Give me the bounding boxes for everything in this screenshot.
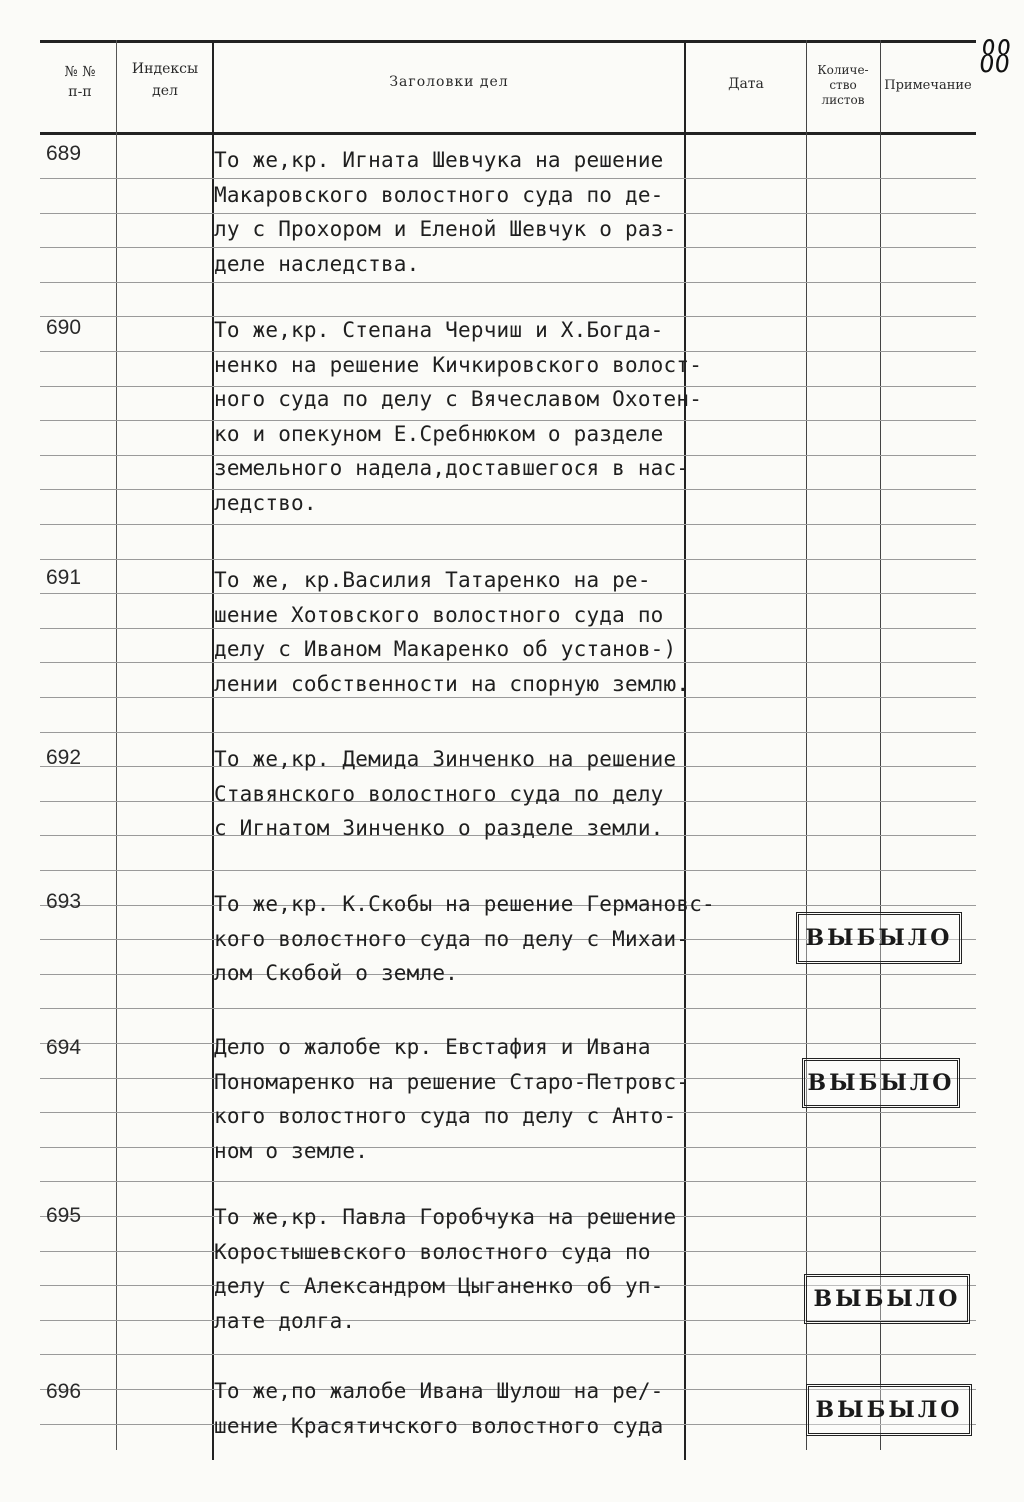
ruled-line <box>40 732 976 733</box>
column-rule-index <box>116 40 117 1450</box>
entry-line: ного суда по делу с Вячеславом Охотен- <box>214 387 703 411</box>
header-index: Индексы дел <box>131 61 199 99</box>
entry-line: Коростышевского волостного суда по <box>214 1239 651 1264</box>
header-number: № № п-п <box>64 64 96 100</box>
entry-title <box>214 1200 754 1338</box>
entry-line: То же,кр. Игната Шевчука на решение <box>214 148 664 172</box>
withdrawn-stamp: ВЫБЫЛО <box>802 1058 960 1108</box>
withdrawn-stamp: ВЫБЫЛО <box>796 912 962 964</box>
table-top-rule <box>40 40 976 43</box>
ruled-line <box>40 1008 976 1009</box>
entry-title <box>214 563 754 701</box>
entry-line: То же,по жалобе Ивана Шулош на ре/- <box>214 1379 664 1403</box>
entry-number: 693 <box>46 890 82 913</box>
entry-line: То же, кр.Василия Татаренко на ре- <box>214 568 651 592</box>
header-title: Заголовки дел <box>389 74 509 90</box>
entry-number: 692 <box>46 746 82 769</box>
entry-line: делу с Александром Цыганенко об уп- <box>214 1274 664 1298</box>
entry-line: кого волостного суда по делу с Анто- <box>214 1104 677 1128</box>
ruled-line <box>40 559 976 560</box>
header-bottom-rule <box>40 132 976 135</box>
entry-number: 695 <box>46 1204 82 1227</box>
entry-number: 690 <box>46 316 82 339</box>
entry-line: шение Красятичского волостного суда <box>214 1413 664 1438</box>
column-rule-note <box>880 40 881 1450</box>
entry-line: ко и опекуном Е.Сребнюком о разделе <box>214 421 664 446</box>
entry-title <box>214 742 754 846</box>
header-date: Дата <box>728 76 764 92</box>
entry-line: кого волостного суда по делу с Михаи- <box>214 926 690 951</box>
entry-line: ненко на решение Кичкировского волост- <box>214 352 703 377</box>
entry-number: 689 <box>46 142 82 165</box>
withdrawn-stamp: ВЫБЫЛО <box>806 1384 972 1436</box>
entry-line: То же,кр. К.Скобы на решение Германовс- <box>214 892 715 916</box>
ruled-line <box>40 1354 976 1355</box>
entry-number: 694 <box>46 1036 82 1059</box>
entry-number: 691 <box>46 566 82 589</box>
entry-line: с Игнатом Зинченко о разделе земли. <box>214 816 664 840</box>
entry-title <box>214 1374 754 1443</box>
entry-line: делу с Иваном Макаренко об установ-) <box>214 637 677 661</box>
withdrawn-stamp: ВЫБЫЛО <box>804 1274 970 1324</box>
column-rule-quantity <box>806 40 807 1450</box>
ruled-line <box>40 1181 976 1182</box>
entry-title <box>214 1030 754 1168</box>
ruled-line <box>40 870 976 871</box>
entry-title <box>214 887 754 991</box>
entry-line: То же,кр. Демида Зинченко на решение <box>214 747 677 771</box>
entry-line: лении собственности на спорную землю. <box>214 671 690 696</box>
entry-line: шение Хотовского волостного суда по <box>214 602 664 627</box>
entry-title <box>214 143 754 281</box>
entry-line: Дело о жалобе кр. Евстафия и Ивана <box>214 1035 651 1059</box>
entry-line: ном о земле. <box>214 1138 369 1163</box>
entry-line: То же,кр. Павла Горобчука на решение <box>214 1205 677 1229</box>
entry-line: ледство. <box>214 490 317 515</box>
entry-title <box>214 313 754 520</box>
entry-line: Макаровского волостного суда по де- <box>214 182 664 207</box>
entry-line: лом Скобой о земле. <box>214 961 459 985</box>
entry-number: 696 <box>46 1380 82 1403</box>
ruled-line <box>40 524 976 525</box>
entry-line: Ставянского волостного суда по делу <box>214 781 664 806</box>
entry-line: лате долга. <box>214 1308 356 1333</box>
entry-line: земельного надела,доставшегося в нас- <box>214 456 690 480</box>
sheet-number: 88 <box>980 32 1011 83</box>
entry-line: Пономаренко на решение Старо-Петровс- <box>214 1069 690 1094</box>
header-note: Примечание <box>884 78 972 93</box>
ruled-line <box>40 282 976 283</box>
entry-line: деле наследства. <box>214 251 420 276</box>
entry-line: То же,кр. Степана Черчиш и Х.Богда- <box>214 318 664 342</box>
entry-line: лу с Прохором и Еленой Шевчук о раз- <box>214 217 677 241</box>
header-quantity: Количе- ство листов <box>817 63 869 107</box>
